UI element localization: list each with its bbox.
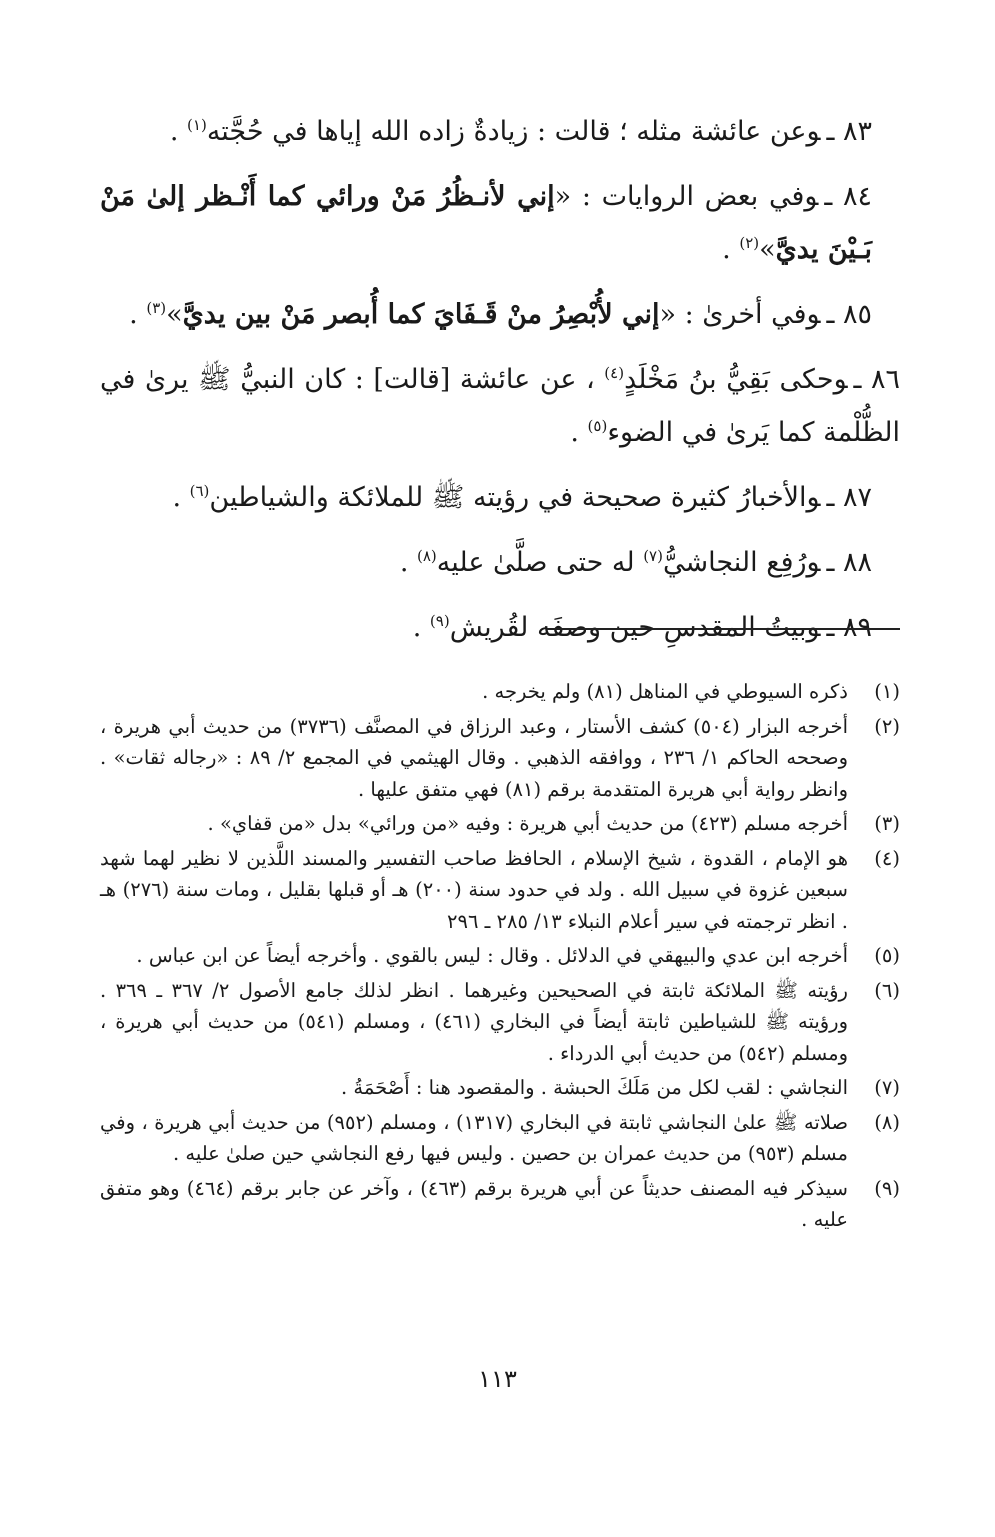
paragraph-number: ٨٥ ـ xyxy=(826,299,872,330)
text-run: ، عن عائشة [قالت] : كان النبيُّ ﷺ يرىٰ في الظُّلْمة كما يَرىٰ في الضوء xyxy=(100,364,900,448)
footnote-1 xyxy=(100,676,900,708)
paragraph-number: ٨٧ ـ xyxy=(826,482,872,513)
text-run: . xyxy=(722,234,740,265)
text-run: . xyxy=(172,482,190,513)
footnote-3 xyxy=(100,808,900,840)
paragraph-87 xyxy=(100,471,900,524)
paragraph-88 xyxy=(100,536,900,589)
hadith-quote: إني لأنـظُرُ مَنْ ورائي كما أَنْـظر إلىٰ مَنْ بَـيْنَ يديَّ xyxy=(100,181,872,265)
footnote-text: أخرجه ابن عدي والبيهقي في الدلائل . وقال : ليس بالقوي . وأخرجه أيضاً عن ابن عباس . xyxy=(136,944,848,967)
main-text xyxy=(100,105,900,666)
footnote-ref[interactable]: (٣) xyxy=(146,299,167,317)
footnote-text: أخرجه مسلم (٤٢٣) من حديث أبي هريرة : وفيه «من ورائي» بدل «من قفاي» . xyxy=(207,812,848,835)
footnote-ref[interactable]: (١) xyxy=(187,116,207,134)
text-run: . xyxy=(412,612,430,643)
text-run: . xyxy=(129,299,147,330)
footnote-9 xyxy=(100,1173,900,1236)
hadith-quote: إني لأُبْصِرُ منْ قَـفَايَ كما أُبصر مَنْ بين يديَّ xyxy=(182,299,660,330)
footnote-6 xyxy=(100,975,900,1070)
text-run: » xyxy=(759,234,776,265)
footnote-5 xyxy=(100,940,900,972)
text-run: وفي بعض الروايات : « xyxy=(554,181,819,212)
footnote-text: هو الإمام ، القدوة ، شيخ الإسلام ، الحافظ صاحب التفسير والمسند اللَّذين لا نظير لهما شهد سبعين غزوة في سبيل الله . ولد في حدود سنة (٢٠٠) هـ أو قبلها بقليل ، ومات سنة (٢٧٦) هـ . انظر ترجمته في سير أعلام النبلاء ١٣/ ٢٨٥ ـ ٢٩٦ xyxy=(100,846,848,933)
paragraph-number: ٨٤ ـ xyxy=(824,181,873,212)
text-run: وبيتُ المقدسِ حين وصفَه لقُريش xyxy=(449,612,821,643)
paragraph-number: ٨٦ ـ xyxy=(853,364,900,395)
footnote-4 xyxy=(100,843,900,938)
footnote-number: (٨) xyxy=(874,1110,900,1134)
footnote-text: سيذكر فيه المصنف حديثاً عن أبي هريرة برقم (٤٦٣) ، وآخر عن جابر برقم (٤٦٤) وهو متفق عليه . xyxy=(100,1176,848,1231)
footnotes xyxy=(100,676,900,1239)
footnote-text: أخرجه البزار (٥٠٤) كشف الأستار ، وعبد الرزاق في المصنَّف (٣٧٣٦) من حديث أبي هريرة ، وصححه الحاكم ١/ ٢٣٦ ، ووافقه الذهبي . وقال الهيثمي في المجمع ٢/ ٨٩ : «رجاله ثقات» . وانظر رواية أبي هريرة المتقدمة برقم (٨١) فهي متفق عليها . xyxy=(100,714,848,801)
text-run: وفي أخرىٰ : « xyxy=(659,299,821,330)
footnote-number: (٣) xyxy=(874,812,900,835)
text-run: وعن عائشة مثله ؛ قالت : زيادةٌ زاده الله إياها في حُجَّته xyxy=(206,116,821,147)
footnote-number: (٢) xyxy=(874,714,900,738)
footnote-ref[interactable]: (٤) xyxy=(604,364,625,382)
footnote-number: (٦) xyxy=(874,978,900,1002)
footnote-7 xyxy=(100,1072,900,1104)
text-run: ورُفِع النجاشيُّ xyxy=(662,547,821,578)
text-run: له حتى صلَّىٰ عليه xyxy=(436,547,644,578)
footnote-number: (١) xyxy=(874,680,900,703)
paragraph-85 xyxy=(100,288,900,341)
text-run: » xyxy=(166,299,183,330)
footnote-number: (٩) xyxy=(874,1176,900,1200)
footnote-ref[interactable]: (٨) xyxy=(416,547,437,565)
footnote-text: صلاته ﷺ علىٰ النجاشي ثابتة في البخاري (١٣١٧) ، ومسلم (٩٥٢) من حديث أبي هريرة ، وفي مسلم (٩٥٣) من حديث عمران بن حصين . وليس فيها رفع النجاشي حين صلىٰ عليه . xyxy=(100,1110,849,1165)
paragraph-number: ٨٣ ـ xyxy=(826,116,872,147)
paragraph-83 xyxy=(100,105,900,158)
text-run: . xyxy=(169,116,188,147)
paragraph-86 xyxy=(100,353,900,459)
footnote-number: (٧) xyxy=(874,1076,900,1099)
footnote-ref[interactable]: (٩) xyxy=(429,612,450,630)
footnote-ref[interactable]: (٢) xyxy=(739,234,760,252)
footnote-text: ذكره السيوطي في المناهل (٨١) ولم يخرجه . xyxy=(482,680,848,703)
paragraph-number: ٨٩ ـ xyxy=(826,612,872,643)
footnote-text: رؤيته ﷺ الملائكة ثابتة في الصحيحين وغيرهما . انظر لذلك جامع الأصول ٢/ ٣٦٧ ـ ٣٦٩ . ورؤيته ﷺ للشياطين ثابتة أيضاً في البخاري (٤٦١) ، ومسلم (٥٤١) من حديث أبي هريرة ، ومسلم (٥٤٢) من حديث أبي الدرداء . xyxy=(100,978,849,1065)
footnote-ref[interactable]: (٧) xyxy=(643,547,663,565)
text-run: . xyxy=(399,547,417,578)
paragraph-84 xyxy=(100,170,900,276)
footnote-separator xyxy=(547,628,900,630)
footnote-number: (٥) xyxy=(874,944,900,967)
footnote-number: (٤) xyxy=(874,846,900,870)
footnote-ref[interactable]: (٥) xyxy=(587,417,608,435)
footnote-8 xyxy=(100,1107,900,1170)
footnote-text: النجاشي : لقب لكل من مَلَكَ الحبشة . والمقصود هنا : أَصْحَمَةُ . xyxy=(341,1076,848,1099)
footnote-ref[interactable]: (٦) xyxy=(189,482,210,500)
paragraph-number: ٨٨ ـ xyxy=(826,547,872,578)
text-run: والأخبارُ كثيرة صحيحة في رؤيته ﷺ للملائكة والشياطين xyxy=(209,482,821,513)
text-run: . xyxy=(570,417,588,448)
text-run: وحكى بَقِيُّ بنُ مَخْلَدٍ xyxy=(624,364,848,395)
page-number: ١١٣ xyxy=(478,1365,517,1393)
footnote-2 xyxy=(100,711,900,806)
